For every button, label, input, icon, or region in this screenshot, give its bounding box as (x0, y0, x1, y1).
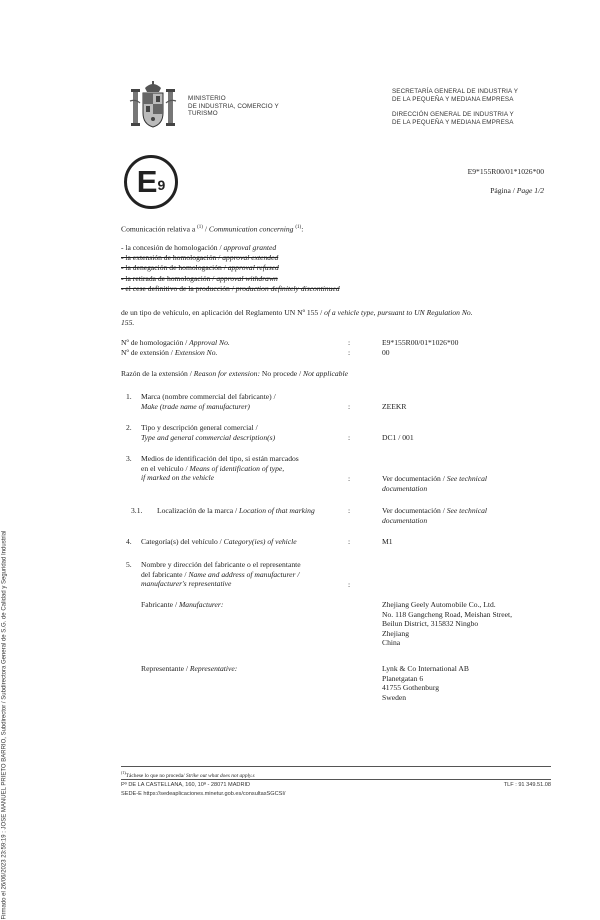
value-es: Ver documentación / (382, 474, 447, 483)
item-number: 3. (126, 454, 132, 463)
address-line: Planetgatan 6 (382, 673, 424, 683)
colon: : (348, 537, 351, 546)
ministry-line: MINISTERIO (188, 95, 226, 102)
label-en: Representative: (189, 664, 238, 673)
e-mark-letter: E (136, 164, 158, 199)
item-number: 1. (126, 392, 132, 401)
item-number: 3.1. (131, 506, 143, 515)
ministry-name (188, 95, 279, 118)
address-line: Zhejiang (382, 628, 409, 638)
item-category-value: M1 (382, 537, 393, 546)
address-line: 41755 Gothenburg (382, 683, 440, 693)
option-en: approval extended (222, 253, 279, 263)
colon: : (348, 506, 351, 515)
address-line: Zhejiang Geely Automobile Co., Ltd. (382, 600, 496, 609)
representative-address (382, 664, 469, 702)
secretariat-line: SECRETARÍA GENERAL DE INDUSTRIA Y (392, 88, 519, 95)
label-es: Marca (nombre commercial del fabricante) / (141, 392, 276, 401)
colon: : (348, 474, 351, 483)
manufacturer-address (382, 600, 512, 648)
address-line: Beilun District, 315832 Ningbo (382, 619, 479, 629)
directorate-line: DE LA PEQUEÑA Y MEDIANA EMPRESA (392, 118, 514, 126)
option-en: production definitely discontinued (235, 283, 340, 293)
secretariat-line: DE LA PEQUEÑA Y MEDIANA EMPRESA (392, 95, 514, 103)
label-es: Categoría(s) del vehículo / (141, 537, 224, 546)
page-label-es: Página / (490, 186, 517, 195)
footnote-ref: (1) (295, 225, 302, 230)
label-en: Type and general commercial description(s) (141, 432, 276, 442)
approval-number-value: E9*155R00/01*1026*00 (382, 338, 459, 347)
option-extended (121, 253, 340, 263)
footnote-en: Strike out what does not apply.s (186, 772, 255, 779)
option-es: - la denegación de homologación / (121, 263, 228, 273)
option-withdrawn (121, 274, 340, 284)
label-es-cont: en el vehículo / (141, 463, 190, 473)
footer-address: Pº DE LA CASTELLANA, 160, 10ª - 28071 MADRID (121, 782, 251, 788)
reason-es: Razón de la extensión / (121, 369, 194, 378)
vehicle-type-en-cont: 155. (121, 317, 135, 327)
option-es: - la retirada de homologación / (121, 273, 217, 283)
label-es: Nº de extensión / (121, 348, 175, 357)
label-en: Name and address of manufacturer / (188, 569, 300, 579)
value-en-cont: documentation (382, 515, 428, 525)
manufacturer-label (141, 600, 223, 610)
label-en-cont: if marked on the vehicle (141, 473, 214, 483)
footer-divider (121, 779, 551, 780)
item-category-label (141, 537, 297, 547)
item-number: 4. (126, 537, 132, 546)
item-manufacturer-label (141, 560, 301, 589)
extension-number-label (121, 348, 217, 358)
option-en: approval withdrawn (216, 273, 278, 283)
ministry-line: DE INDUSTRIA, COMERCIO Y (188, 102, 279, 110)
value-es: Ver documentación / (382, 506, 447, 515)
page-indicator (490, 186, 544, 196)
item-make-value: ZEEKR (382, 402, 407, 411)
footer-phone: TLF : 91 349.51.08 (503, 782, 551, 788)
e-approval-mark (124, 155, 178, 209)
vehicle-type-es: de un tipo de vehículo, en aplicación del Reglamento UN Nº 155 / (121, 308, 325, 317)
item-number: 5. (126, 560, 132, 569)
address-line: China (382, 638, 401, 648)
footnote-marker: (1) (121, 770, 126, 775)
item-type-label (141, 423, 275, 442)
vehicle-type-paragraph (121, 308, 553, 327)
option-granted (121, 243, 340, 253)
footnote-divider (121, 766, 551, 767)
colon: : (301, 224, 304, 234)
reason-en: Reason for extension: (193, 369, 260, 378)
label-en: Category(ies) of vehicle (223, 537, 297, 546)
option-es: - la concesión de homologación / (121, 243, 224, 252)
item-number: 2. (126, 423, 132, 432)
footer-url[interactable]: SEDE-E https://sedeaplicaciones.minetur.gob.es/consultasSGCSI/ (121, 791, 286, 797)
communication-options (121, 243, 340, 294)
label-es: Representante / (141, 664, 190, 673)
item-marking-location-label (157, 506, 315, 516)
coat-of-arms-logo (128, 79, 178, 131)
item-identification-value (382, 474, 487, 493)
option-es: - la extensión de homologación / (121, 253, 223, 263)
communication-es: Comunicación relativa a (121, 224, 198, 234)
label-es-cont: del fabricante / (141, 569, 189, 579)
directorate-name (392, 111, 514, 126)
directorate-line: DIRECCIÓN GENERAL DE INDUSTRIA Y (392, 111, 514, 118)
label-es: Tipo y descripción general comercial / (141, 423, 258, 432)
extension-number-value: 00 (382, 348, 390, 357)
communication-heading (121, 223, 303, 234)
value-en-cont: documentation (382, 483, 428, 493)
label-en: Extension No. (174, 348, 218, 357)
label-es: Localización de la marca / (157, 506, 240, 515)
vehicle-type-en: of a vehicle type, pursuant to UN Regulation No. (324, 308, 473, 317)
option-discontinued (121, 284, 340, 294)
reason-for-extension (121, 369, 348, 379)
address-line: Sweden (382, 692, 407, 702)
label-es: Fabricante / (141, 600, 179, 609)
item-make-label (141, 392, 276, 411)
reason-value-es: No procede / (260, 369, 304, 378)
label-en: Means of identification of type, (189, 463, 285, 473)
item-type-value: DC1 / 001 (382, 433, 414, 442)
colon: : (348, 402, 351, 411)
option-refused (121, 263, 340, 273)
label-es: Nombre y dirección del fabricante o el representante (141, 560, 301, 569)
value-en: See technical (446, 474, 488, 483)
footnote-es: Táchese lo que no proceda/ (125, 772, 186, 779)
option-es: - el cese definitivo de la producción / (121, 283, 236, 293)
approval-number-label (121, 338, 230, 348)
e-mark-number: 9 (157, 177, 166, 193)
colon: : (348, 348, 351, 357)
value-en: See technical (446, 506, 488, 515)
page-label-en: Page 1/2 (516, 186, 544, 195)
option-en: approval refused (227, 263, 279, 273)
representative-label (141, 664, 237, 674)
option-en: approval granted (223, 243, 277, 252)
label-es: Medios de identificación del tipo, si están marcados (141, 454, 299, 463)
colon: : (348, 433, 351, 442)
label-es: Nº de homologación / (121, 338, 190, 347)
colon: : (348, 580, 351, 589)
item-identification-label (141, 454, 299, 483)
address-line: Lynk & Co International AB (382, 664, 469, 673)
colon: : (348, 338, 351, 347)
address-line: No. 118 Gangcheng Road, Meishan Street, (382, 609, 513, 619)
communication-en: Communication concerning (208, 224, 296, 234)
item-marking-location-value (382, 506, 487, 525)
label-en: Manufacturer: (178, 600, 224, 609)
secretariat-name (392, 88, 518, 103)
ministry-line: TURISMO (188, 110, 218, 118)
reason-value-en: Not applicable (303, 369, 348, 378)
footnote-ref: (1) (197, 225, 203, 230)
reference-number: E9*155R00/01*1026*00 (467, 167, 544, 176)
label-en: Approval No. (189, 338, 230, 347)
label-en: Location of that marking (239, 506, 315, 515)
separator: / (202, 224, 209, 234)
label-en-cont: manufacturer's representative (141, 579, 232, 589)
side-signature-stamp: Firmado el 26/06/2023 23:59:19 : JOSE MANUEL PRIETO BARRIO, Subdirector / Subdirectora General de S.G. de Calidad y Seguridad Industrial (1, 530, 8, 920)
label-en: Make (trade name of manufacturer) (141, 401, 250, 411)
